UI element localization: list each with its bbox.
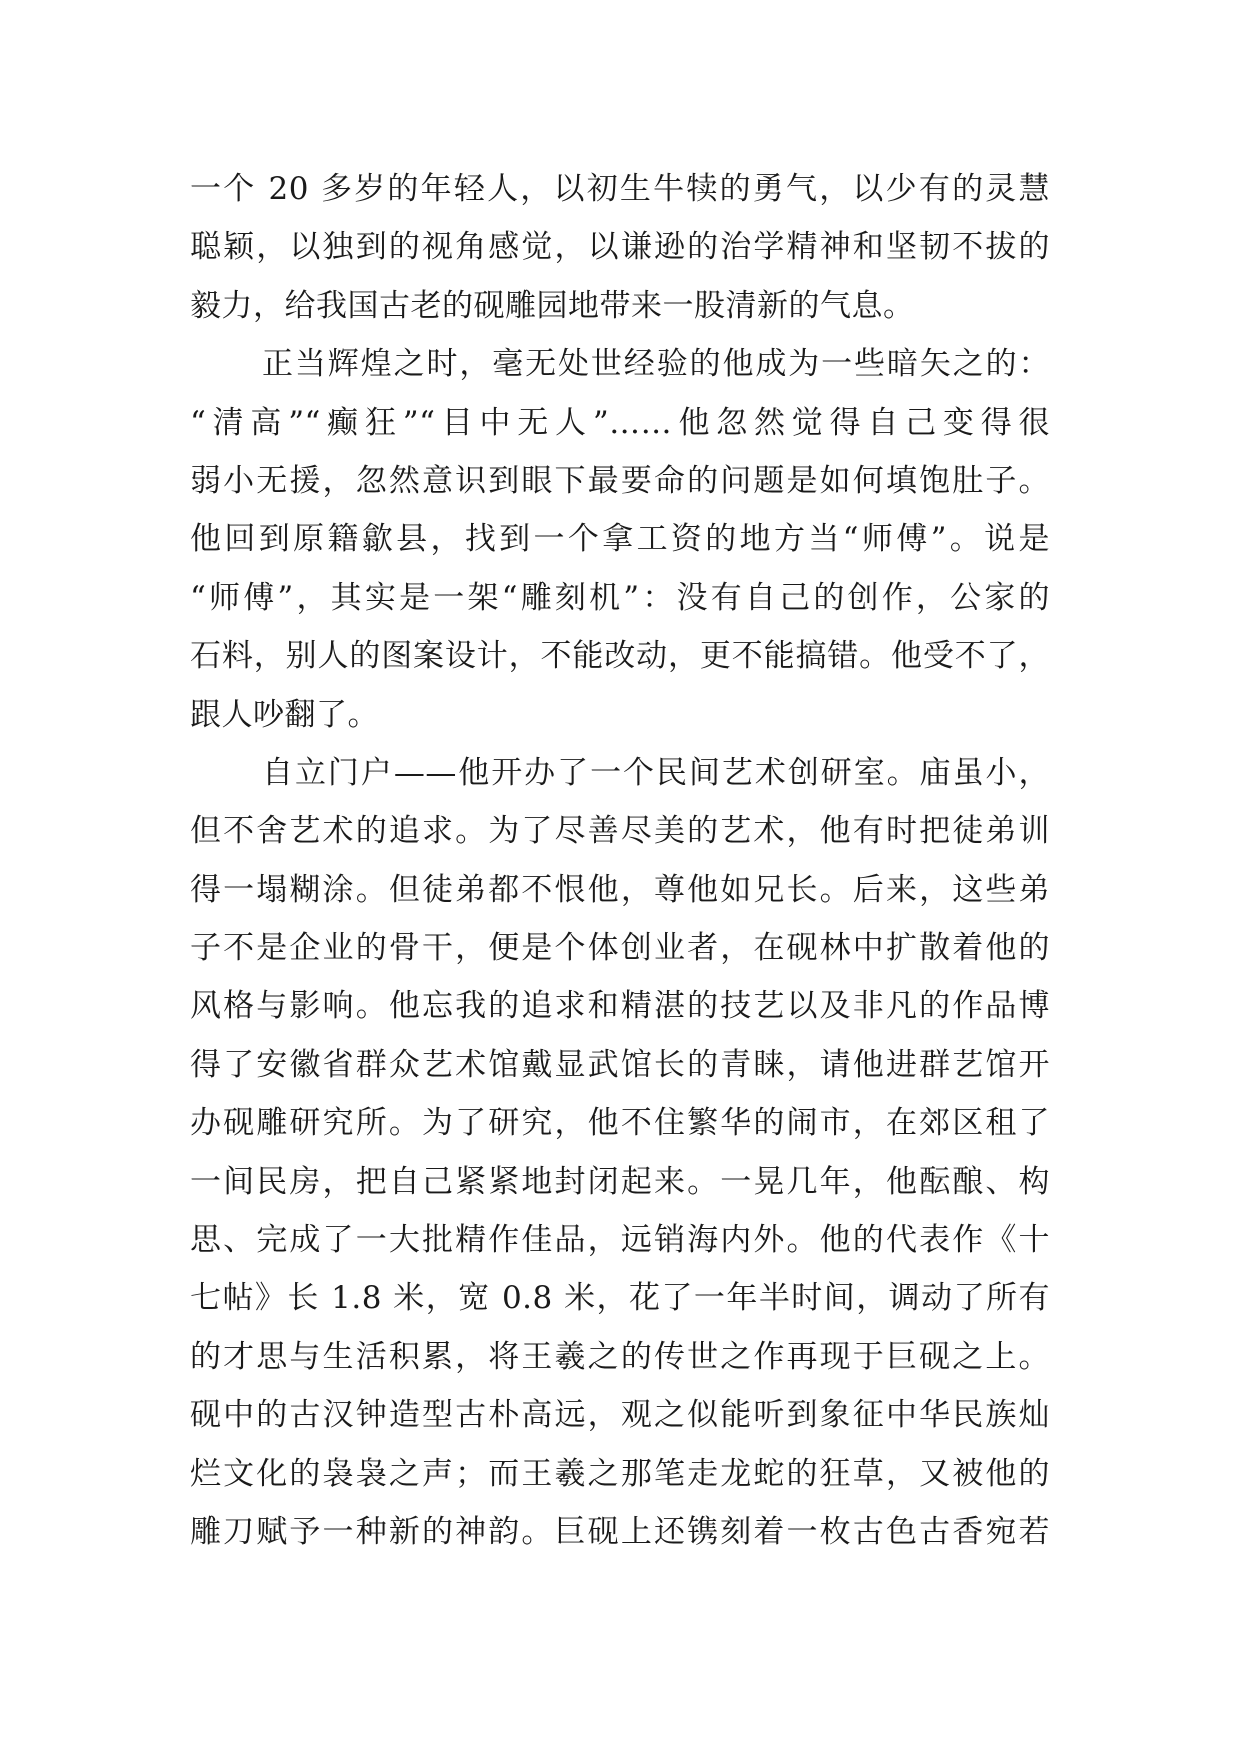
text-line: “清高”“癫狂”“目中无人”……他忽然觉得自己变得很: [190, 404, 1050, 441]
text-line: “师傅”，其实是一架“雕刻机”：没有自己的创作，公家的: [190, 579, 1050, 616]
text-line: 石料，别人的图案设计，不能改动，更不能搞错。他受不了，: [190, 638, 1050, 675]
text-line: 烂文化的袅袅之声；而王羲之那笔走龙蛇的狂草，又被他的: [190, 1455, 1050, 1492]
paragraph-first-line: 自立门户——他开办了一个民间艺术创研室。庙虽小，: [262, 754, 1050, 791]
text-line: 七帖》长 1.8 米，宽 0.8 米，花了一年半时间，调动了所有: [190, 1280, 1050, 1317]
text-line: 毅力，给我国古老的砚雕园地带来一股清新的气息。: [190, 287, 915, 324]
text-line: 聪颖，以独到的视角感觉，以谦逊的治学精神和坚韧不拔的: [190, 229, 1050, 266]
paragraph-first-line: 正当辉煌之时，毫无处世经验的他成为一些暗矢之的：: [262, 346, 1050, 383]
text-line: 跟人吵翻了。: [190, 696, 379, 733]
text-line: 的才思与生活积累，将王羲之的传世之作再现于巨砚之上。: [190, 1338, 1050, 1375]
text-line: 雕刀赋予一种新的神韵。巨砚上还镌刻着一枚古色古香宛若: [190, 1513, 1050, 1550]
text-line: 砚中的古汉钟造型古朴高远，观之似能听到象征中华民族灿: [190, 1397, 1050, 1434]
text-line: 办砚雕研究所。为了研究，他不住繁华的闹市，在郊区租了: [190, 1105, 1050, 1142]
text-line: 子不是企业的骨干，便是个体创业者，在砚林中扩散着他的: [190, 930, 1050, 967]
text-line: 风格与影响。他忘我的追求和精湛的技艺以及非凡的作品博: [190, 988, 1050, 1025]
text-line: 但不舍艺术的追求。为了尽善尽美的艺术，他有时把徒弟训: [190, 813, 1050, 850]
text-line: 一间民房，把自己紧紧地封闭起来。一晃几年，他酝酿、构: [190, 1163, 1050, 1200]
text-line: 他回到原籍歙县，找到一个拿工资的地方当“师傅”。说是: [190, 521, 1050, 558]
text-line: 得了安徽省群众艺术馆戴显武馆长的青睐，请他进群艺馆开: [190, 1046, 1050, 1083]
text-line: 得一塌糊涂。但徒弟都不恨他，尊他如兄长。后来，这些弟: [190, 871, 1050, 908]
body-text: [190, 160, 1050, 1561]
text-line: 一个 20 多岁的年轻人，以初生牛犊的勇气，以少有的灵慧: [190, 171, 1050, 207]
text-line: 思、完成了一大批精作佳品，远销海内外。他的代表作《十: [190, 1222, 1050, 1259]
text-line: 弱小无援，忽然意识到眼下最要命的问题是如何填饱肚子。: [190, 462, 1050, 499]
